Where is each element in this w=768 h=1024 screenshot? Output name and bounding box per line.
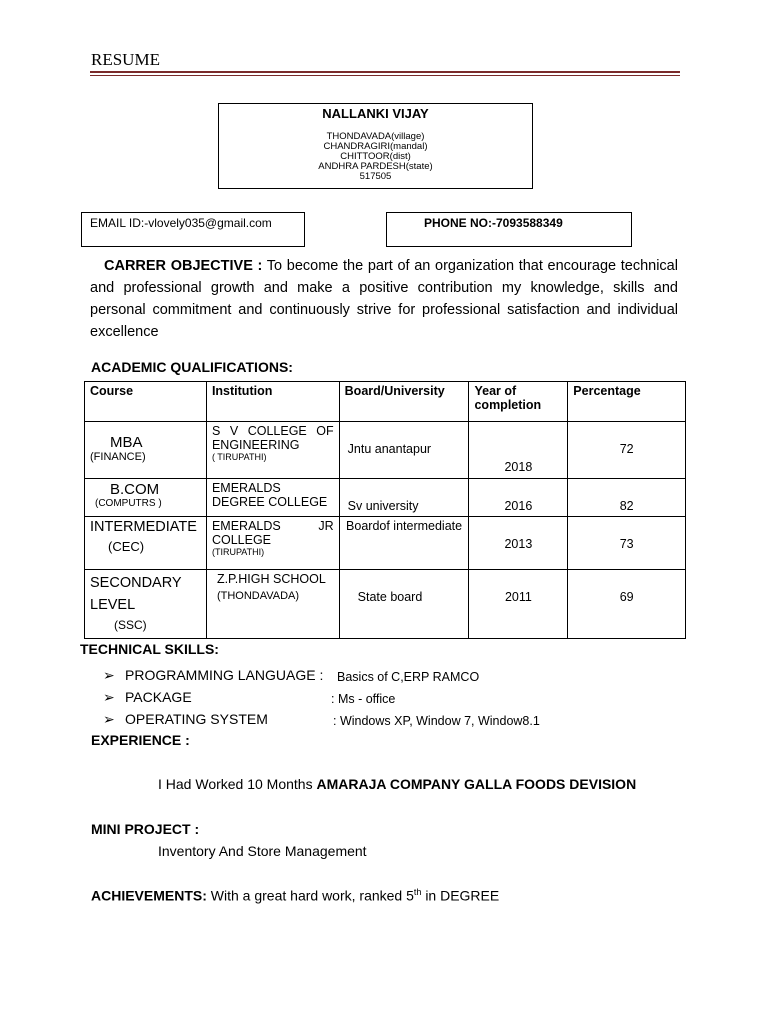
list-item (103, 708, 663, 730)
course-cell: SECONDARY LEVEL (90, 575, 182, 613)
percentage-cell: 72 (568, 422, 686, 479)
institution-cell: EMERALDS JR COLLEGE (211, 519, 334, 547)
address-line: CHANDRAGIRI(mandal) (323, 141, 428, 152)
experience-heading: EXPERIENCE : (91, 732, 190, 748)
year-cell: 2011 (469, 570, 568, 639)
achievements-heading: ACHIEVEMENTS: (91, 887, 207, 904)
year-cell: 2013 (469, 517, 568, 570)
arrow-bullet-icon: ➢ (103, 667, 115, 683)
objective-text: To become the part of an organization that encourage technical and professional growth and make a positive contribution my knowledge, skills and personal commitment and continuously strive for professional satisfaction and individual excellence (90, 258, 678, 340)
board-cell: Sv university (339, 479, 469, 517)
objective-label: CARRER OBJECTIVE : (104, 258, 263, 274)
mini-project-heading: MINI PROJECT : (91, 821, 200, 837)
header-cell: Year of completion (469, 382, 568, 422)
header-cell: Board/University (339, 382, 469, 422)
achievements-sup: th (413, 887, 422, 897)
title-rule-thin (90, 75, 680, 76)
board-cell: Jntu anantapur (339, 422, 469, 479)
percentage-cell: 73 (568, 517, 686, 570)
table-row (85, 479, 686, 517)
course-sub: (COMPUTRS ) (95, 498, 162, 509)
experience-plain: I Had Worked 10 Months (158, 776, 313, 792)
header-cell: Percentage (568, 382, 686, 422)
academic-table (84, 381, 686, 639)
course-sub: (SSC) (114, 618, 147, 632)
academic-heading: ACADEMIC QUALIFICATIONS: (91, 359, 293, 375)
table-row (85, 570, 686, 639)
name-box (218, 103, 533, 189)
achievements-tail: in DEGREE (425, 887, 500, 904)
career-objective (90, 255, 678, 343)
board-cell: State board (339, 570, 469, 639)
phone-box (386, 212, 632, 247)
percentage-cell: 82 (568, 479, 686, 517)
technical-skills-heading: TECHNICAL SKILLS: (80, 641, 219, 657)
institution-sub: ( TIRUPATHI) (211, 452, 267, 462)
board-cell: Boardof intermediate (339, 517, 469, 570)
list-item (103, 664, 663, 686)
course-cell: INTERMEDIATE (90, 519, 197, 535)
skill-label: PACKAGE (125, 689, 192, 705)
experience-company: AMARAJA COMPANY GALLA FOODS DEVISION (316, 776, 637, 792)
institution-cell: Z.P.HIGH SCHOOL (216, 572, 326, 586)
skill-value: : Windows XP, Window 7, Window8.1 (333, 714, 540, 728)
institution-sub: (THONDAVADA) (216, 590, 300, 602)
table-row (85, 422, 686, 479)
course-cell: B.COM (110, 481, 160, 498)
achievements (91, 887, 499, 904)
percentage-cell: 69 (568, 570, 686, 639)
skill-value: Basics of C,ERP RAMCO (337, 670, 480, 684)
year-cell: 2016 (469, 479, 568, 517)
arrow-bullet-icon: ➢ (103, 689, 115, 705)
address-line: THONDAVADA(village) (326, 131, 425, 142)
email-text: EMAIL ID:-vlovely035@gmail.com (90, 216, 272, 230)
address-line: CHITTOOR(dist) (340, 151, 411, 162)
phone-text: PHONE NO:-7093588349 (424, 216, 563, 230)
address-line: 517505 (359, 171, 392, 182)
experience-text (158, 776, 636, 792)
year-cell: 2018 (469, 422, 568, 479)
email-box (81, 212, 305, 247)
course-cell: MBA (110, 434, 143, 451)
skill-label: OPERATING SYSTEM (125, 711, 268, 727)
institution-cell: S V COLLEGE OF ENGINEERING (211, 424, 334, 452)
skill-value: : Ms - office (331, 692, 396, 706)
course-sub: (FINANCE) (90, 451, 146, 463)
resume-title: RESUME (91, 50, 160, 69)
arrow-bullet-icon: ➢ (103, 711, 115, 727)
title-rule (90, 71, 680, 73)
institution-sub: (TIRUPATHI) (211, 547, 265, 557)
address-block (219, 132, 532, 182)
header-cell: Institution (206, 382, 339, 422)
skills-list (103, 664, 663, 730)
achievements-text: With a great hard work, ranked 5 (210, 887, 414, 904)
candidate-name: NALLANKI VIJAY (322, 106, 429, 121)
address-line: ANDHRA PARDESH(state) (318, 161, 433, 172)
table-row (85, 517, 686, 570)
header-cell: Course (85, 382, 207, 422)
table-header-row (85, 382, 686, 422)
institution-cell: EMERALDS DEGREE COLLEGE (211, 481, 328, 509)
course-sub: (CEC) (108, 539, 145, 554)
skill-label: PROGRAMMING LANGUAGE : (125, 667, 324, 683)
list-item (103, 686, 663, 708)
mini-project-text: Inventory And Store Management (158, 843, 367, 859)
